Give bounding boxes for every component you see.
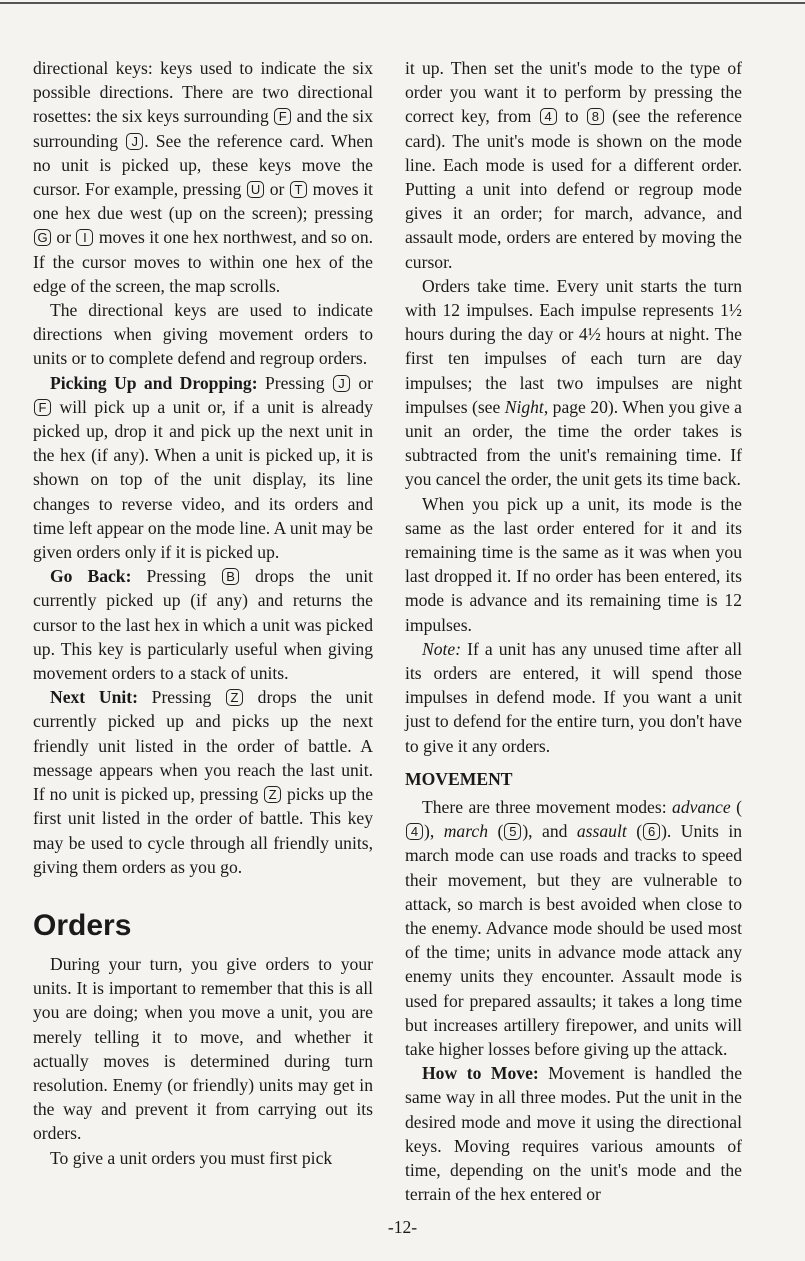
text: ( xyxy=(730,796,742,817)
text: . See the reference card. When no unit is picked up, these keys move the cursor. For example, pressing xyxy=(33,130,373,200)
key-j: J xyxy=(333,375,350,392)
text: to xyxy=(557,106,586,127)
text: picks up the first unit listed in the order of battle. This key may be used to cycle through all friendly units, giving them orders as you go. xyxy=(33,784,373,877)
paragraph-go-back xyxy=(33,564,373,685)
text: will pick up a unit or, if a unit is already picked up, drop it and pick up the next unit in the hex (if any). When a unit is picked up, it is shown on top of the unit display, its line changes to reverse video, and its orders and time left appear on the mode line. A unit may be given orders only if it is picked up. xyxy=(33,396,373,563)
key-f: F xyxy=(34,399,51,416)
paragraph-orders-time xyxy=(405,274,742,492)
paragraph-movement-modes xyxy=(405,795,742,1061)
text: Pressing xyxy=(137,687,225,708)
key-u: U xyxy=(247,181,264,198)
page-number: -12- xyxy=(387,1217,418,1237)
term-go-back: Go Back: xyxy=(50,566,132,587)
text: or xyxy=(350,372,373,393)
key-4: 4 xyxy=(406,823,423,840)
key-6: 6 xyxy=(643,823,660,840)
mode-march: march xyxy=(443,821,489,842)
key-g: G xyxy=(34,229,51,246)
text: ), and xyxy=(522,821,577,842)
text: drops the unit currently picked up and picks up the next friendly unit listed in the order of battle. A message appears when you reach the last unit. If no unit is picked up, pressing xyxy=(33,687,374,805)
text: or xyxy=(265,179,289,200)
paragraph-set-mode xyxy=(405,56,742,274)
key-z: Z xyxy=(264,786,281,803)
paragraph-picking-up xyxy=(33,371,373,565)
key-j: J xyxy=(126,133,143,150)
term-how-to-move: How to Move: xyxy=(422,1063,539,1084)
text: ( xyxy=(488,821,504,842)
text: directional keys: keys used to indicate the six possible directions. There are two directional rosettes: the six keys surrounding xyxy=(33,58,373,127)
term-picking-up: Picking Up and Dropping: xyxy=(50,372,258,393)
key-8: 8 xyxy=(587,108,604,125)
text: or xyxy=(52,227,76,248)
text: , page 20). When you give a unit an order, the time the order takes is subtracted from the unit's remaining time. If you cancel the order, the unit gets its time back. xyxy=(405,396,742,490)
text: Pressing xyxy=(257,372,332,393)
text: (see the reference card). The unit's mode is shown on the mode line. Each mode is used for a different order. Putting a unit into defend or regroup mode gives it an order; for march, advance, and assault mode, orders are entered by moving the cursor. xyxy=(405,106,742,272)
text: and the six surrounding xyxy=(33,106,373,151)
key-b: B xyxy=(222,568,239,585)
key-t: T xyxy=(290,181,307,198)
text: drops the unit currently picked up (if any) and returns the cursor to the last hex in which a unit was picked up. This key is particularly useful when giving movement orders to a stack of units. xyxy=(33,566,373,684)
text: ( xyxy=(626,821,643,842)
paragraph-next-unit xyxy=(33,685,373,879)
mode-assault: assault xyxy=(576,821,627,842)
paragraph-orders-pick: To give a unit orders you must first pick xyxy=(50,1147,333,1168)
text: it up. Then set the unit's mode to the type of order you want it to perform by pressing the correct key, from xyxy=(405,58,742,127)
text: Pressing xyxy=(131,566,222,587)
text: Orders take time. Every unit starts the turn with 12 impulses. Each impulse represents 1½ hours during the day or 4½ hours at night. The first ten impulses of each turn are day impulses; the last two impulses are night impulses (see xyxy=(405,275,742,417)
top-rule xyxy=(0,2,805,4)
text: ), xyxy=(424,821,444,842)
text: If a unit has any unused time after all its orders are entered, it will spend those impulses in defend mode. If you want a unit just to defend for the entire turn, you don't have to give it any orders. xyxy=(405,638,742,756)
text: ). Units in march mode can use roads and tracks to speed their movement, but they are vulnerable to attack, so march is best avoided when close to the enemy. Advance mode should be used most of the time; units in advance mode attack any enemy units they encounter. Assault mode is used for prepared assaults; it takes a long time but increases artillery firepower, and units will take higher losses before giving up the attack. xyxy=(405,821,743,1059)
left-column xyxy=(33,56,373,1170)
key-4: 4 xyxy=(540,108,557,125)
key-5: 5 xyxy=(504,823,521,840)
section-heading-orders: Orders xyxy=(33,908,132,942)
key-z: Z xyxy=(226,689,243,706)
right-column xyxy=(405,56,742,1206)
text: There are three movement modes: xyxy=(422,796,673,817)
paragraph-how-to-move xyxy=(405,1061,742,1206)
mode-advance: advance xyxy=(672,796,731,817)
key-f: F xyxy=(274,108,291,125)
key-i: I xyxy=(76,229,93,246)
text: moves it one hex due west (up on the screen); pressing xyxy=(33,179,373,224)
paragraph-note xyxy=(405,637,742,758)
text: moves it one hex northwest, and so on. If the cursor moves to within one hex of the edge of the screen, the map scrolls. xyxy=(33,227,374,296)
text: Movement is handled the same way in all three modes. Put the unit in the desired mode and move it using the directional keys. Moving requires various amounts of time, depending on the unit's mode and the terrain of the hex entered or xyxy=(405,1063,742,1205)
paragraph-directional-use: The directional keys are used to indicate directions when giving movement orders to units or to complete defend and regroup orders. xyxy=(33,300,373,369)
paragraph-directional-keys xyxy=(33,56,373,298)
section-heading-movement: MOVEMENT xyxy=(405,768,513,789)
note-label: Note: xyxy=(422,638,462,659)
paragraph-pick-up-mode: When you pick up a unit, its mode is the same as the last order entered for it and its remaining time is the same as it was when you last dropped it. If no order has been entered, its mode is advance and its remaining time is 12 impulses. xyxy=(405,493,742,635)
term-next-unit: Next Unit: xyxy=(50,687,138,708)
reference-night: Night xyxy=(504,396,544,417)
paragraph-orders-intro: During your turn, you give orders to your units. It is important to remember that this is all you are doing; when you move a unit, you are merely telling it to move, and whether it actually moves is determined during turn resolution. Enemy (or friendly) units may get in the way and prevent it from carrying out its orders. xyxy=(33,953,373,1144)
